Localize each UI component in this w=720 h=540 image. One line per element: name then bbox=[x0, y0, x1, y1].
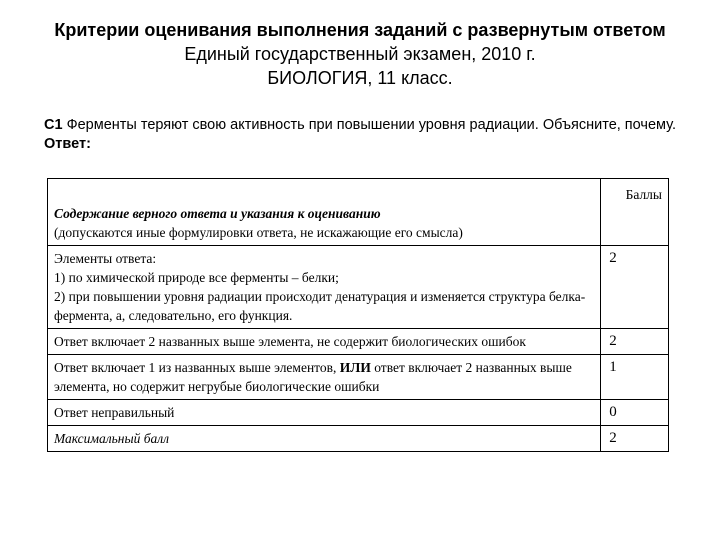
row-text-max bbox=[48, 426, 601, 452]
question-block bbox=[44, 116, 684, 154]
table-row-max bbox=[48, 426, 669, 452]
question-label: С1 bbox=[44, 117, 63, 133]
score-header: Баллы bbox=[601, 179, 669, 246]
title-subject: БИОЛОГИЯ, 11 класс. bbox=[267, 68, 453, 88]
answer-label: Ответ: bbox=[44, 136, 91, 152]
row-text-before: Ответ включает 1 из названных выше элементов, bbox=[54, 360, 340, 375]
title-bold: Критерии оценивания выполнения заданий с развернутым ответом bbox=[54, 20, 666, 40]
content-header-note: (допускаются иные формулировки ответа, не искажающие его смысла) bbox=[54, 225, 463, 240]
table-row bbox=[48, 329, 669, 355]
row-text: Ответ неправильный bbox=[48, 400, 601, 426]
row-score: 1 bbox=[601, 355, 669, 400]
table-row bbox=[48, 400, 669, 426]
row-score: 2 bbox=[601, 246, 669, 329]
max-score-label: Максимальный балл bbox=[54, 431, 170, 446]
question-text: Ферменты теряют свою активность при повышении уровня радиации. Объясните, почему. bbox=[62, 117, 676, 133]
row-text-after: ответ включает 2 названных выше элемента, но содержит негрубые биологические ошибки bbox=[54, 360, 572, 394]
document-title bbox=[40, 18, 680, 90]
content-header-title: Содержание верного ответа и указания к оцениванию bbox=[54, 206, 381, 221]
content-header bbox=[48, 179, 601, 246]
row-score: 2 bbox=[601, 426, 669, 452]
table-header-row bbox=[48, 179, 669, 246]
row-score: 0 bbox=[601, 400, 669, 426]
table-row bbox=[48, 355, 669, 400]
row-text bbox=[48, 355, 601, 400]
criteria-table bbox=[47, 178, 669, 452]
row-text-or: ИЛИ bbox=[339, 360, 371, 375]
row-text: Элементы ответа: 1) по химической природе все ферменты – белки; 2) при повышении уровня радиации происходит денатурация и изменяется структура белка-фермента, а, следовательно, его функция. bbox=[48, 246, 601, 329]
table-row bbox=[48, 246, 669, 329]
row-text: Ответ включает 2 названных выше элемента, не содержит биологических ошибок bbox=[48, 329, 601, 355]
row-score: 2 bbox=[601, 329, 669, 355]
title-rest: Единый государственный экзамен, 2010 г. bbox=[184, 44, 536, 64]
